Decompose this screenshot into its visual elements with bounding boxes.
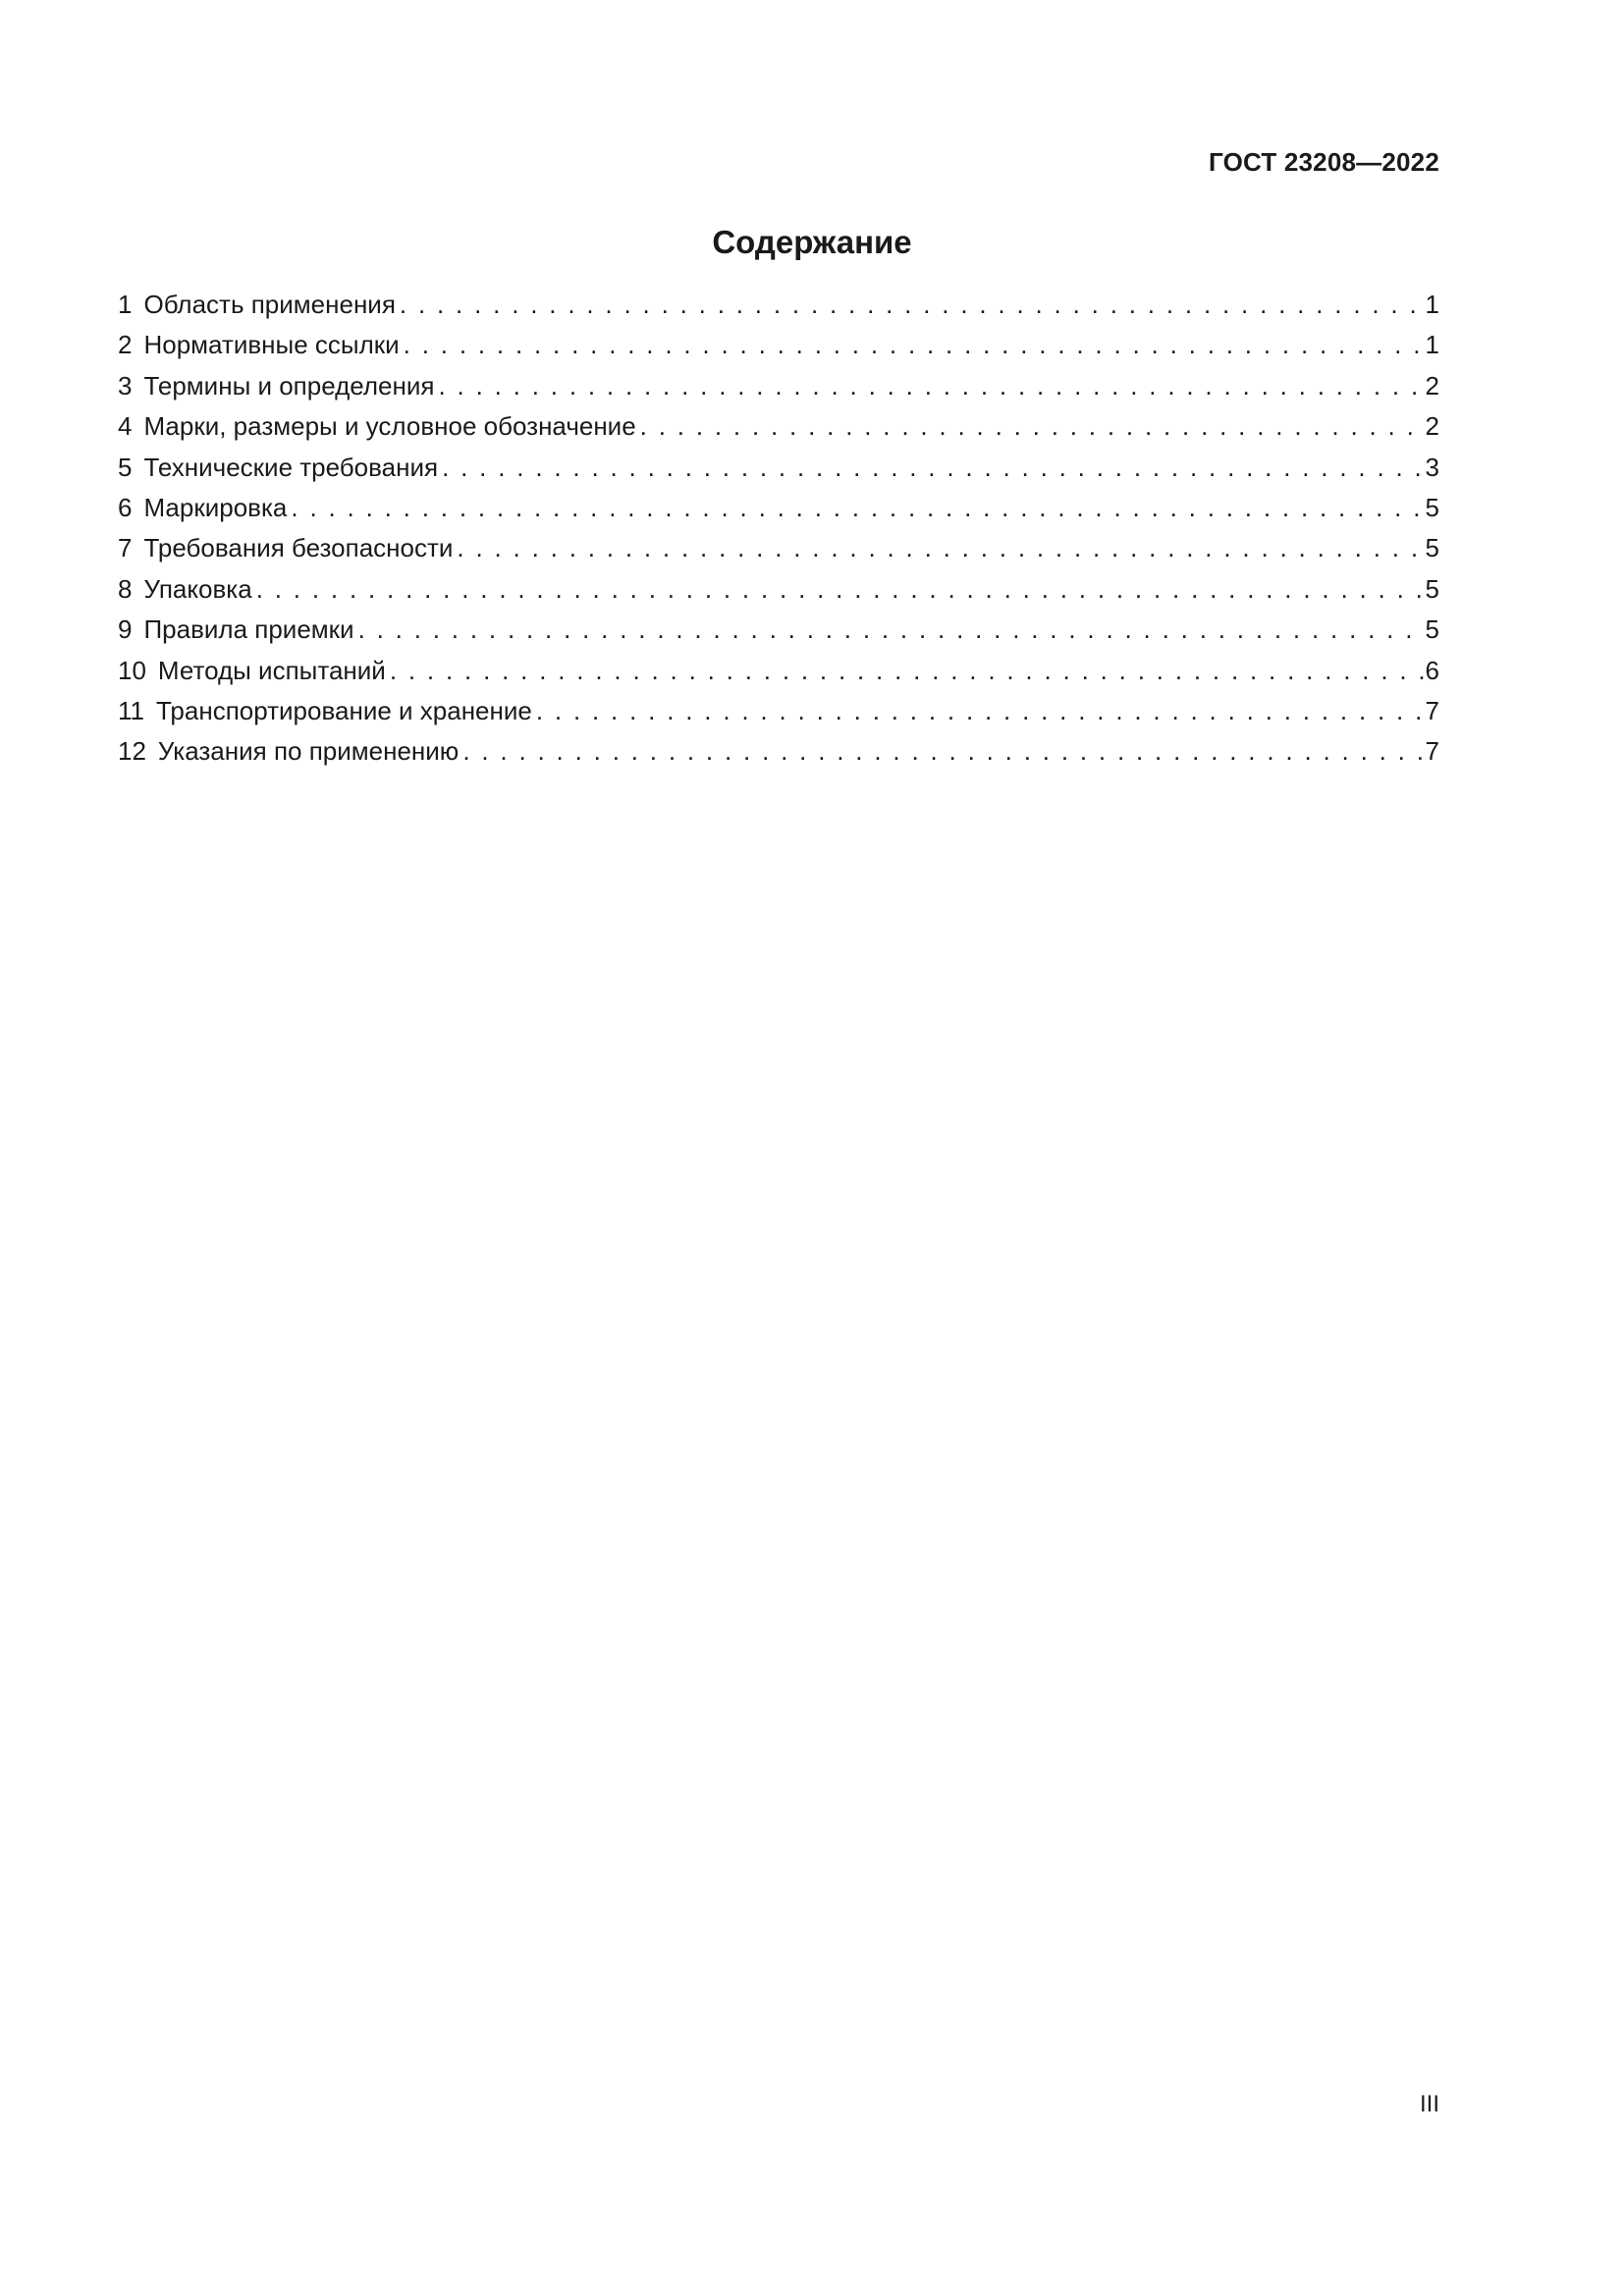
toc-dot-leader (636, 406, 1424, 447)
toc-item-acceptance[interactable] (118, 610, 1439, 650)
toc-item-label: Нормативные ссылки (143, 330, 400, 360)
toc-item-label: Маркировка (143, 492, 288, 522)
toc-item-label: Транспортирование и хранение (156, 695, 532, 725)
toc-item-number: 11 (118, 695, 144, 725)
toc-item-number: 9 (118, 614, 133, 645)
toc-dot-leader (252, 569, 1424, 610)
toc-item-label: Область применения (143, 290, 396, 319)
toc-item-page: 5 (1425, 573, 1439, 604)
toc-dot-leader (396, 285, 1424, 325)
toc-item-number: 2 (118, 330, 133, 360)
toc-item-page: 7 (1425, 736, 1439, 767)
toc-item-normative-references[interactable] (118, 325, 1439, 365)
toc-item-page: 3 (1425, 452, 1439, 482)
toc-item-page: 2 (1425, 370, 1439, 400)
toc-dot-leader (354, 610, 1424, 650)
toc-item-terms[interactable] (118, 366, 1439, 406)
toc-item-marking[interactable] (118, 488, 1439, 528)
toc-dot-leader (532, 691, 1424, 731)
toc-item-page: 5 (1425, 492, 1439, 522)
toc-item-page: 2 (1425, 411, 1439, 442)
toc-item-number: 12 (118, 736, 146, 767)
toc-item-safety[interactable] (118, 528, 1439, 568)
toc-item-grades-sizes[interactable] (118, 406, 1439, 447)
toc-item-number: 7 (118, 533, 133, 563)
toc-item-test-methods[interactable] (118, 651, 1439, 691)
toc-title: Содержание (712, 224, 912, 260)
toc-dot-leader (438, 448, 1423, 488)
toc-item-usage-instructions[interactable] (118, 731, 1439, 772)
toc-item-page: 1 (1425, 330, 1439, 360)
toc-item-label: Марки, размеры и условное обозначение (143, 411, 636, 442)
toc-item-number: 1 (118, 290, 133, 319)
toc-item-page: 7 (1425, 695, 1439, 725)
toc-item-number: 6 (118, 492, 133, 522)
toc-item-technical-requirements[interactable] (118, 448, 1439, 488)
toc-item-number: 10 (118, 655, 146, 685)
toc-item-number: 8 (118, 573, 133, 604)
toc-item-label: Термины и определения (143, 370, 435, 400)
toc-item-number: 4 (118, 411, 133, 442)
toc-dot-leader (453, 528, 1423, 568)
toc-dot-leader (434, 366, 1423, 406)
page-number: III (1419, 2091, 1439, 2117)
toc-item-label: Правила приемки (143, 614, 354, 645)
toc-item-label: Указания по применению (157, 736, 460, 767)
toc-item-label: Технические требования (143, 452, 439, 482)
toc-dot-leader (386, 651, 1424, 691)
document-code: ГОСТ 23208—2022 (1209, 147, 1439, 177)
toc-dot-leader (459, 731, 1423, 772)
toc-item-packaging[interactable] (118, 569, 1439, 610)
toc-item-number: 3 (118, 370, 133, 400)
toc-item-number: 5 (118, 452, 133, 482)
toc-item-page: 5 (1425, 614, 1439, 645)
toc-item-transport-storage[interactable] (118, 691, 1439, 731)
toc-item-scope[interactable] (118, 285, 1439, 325)
toc-item-label: Методы испытаний (157, 655, 386, 685)
toc-item-label: Упаковка (143, 573, 252, 604)
toc-item-page: 6 (1425, 655, 1439, 685)
toc-dot-leader (287, 488, 1423, 528)
table-of-contents (118, 285, 1439, 773)
toc-item-page: 5 (1425, 533, 1439, 563)
toc-item-label: Требования безопасности (143, 533, 454, 563)
toc-item-page: 1 (1425, 290, 1439, 319)
toc-dot-leader (400, 325, 1424, 365)
